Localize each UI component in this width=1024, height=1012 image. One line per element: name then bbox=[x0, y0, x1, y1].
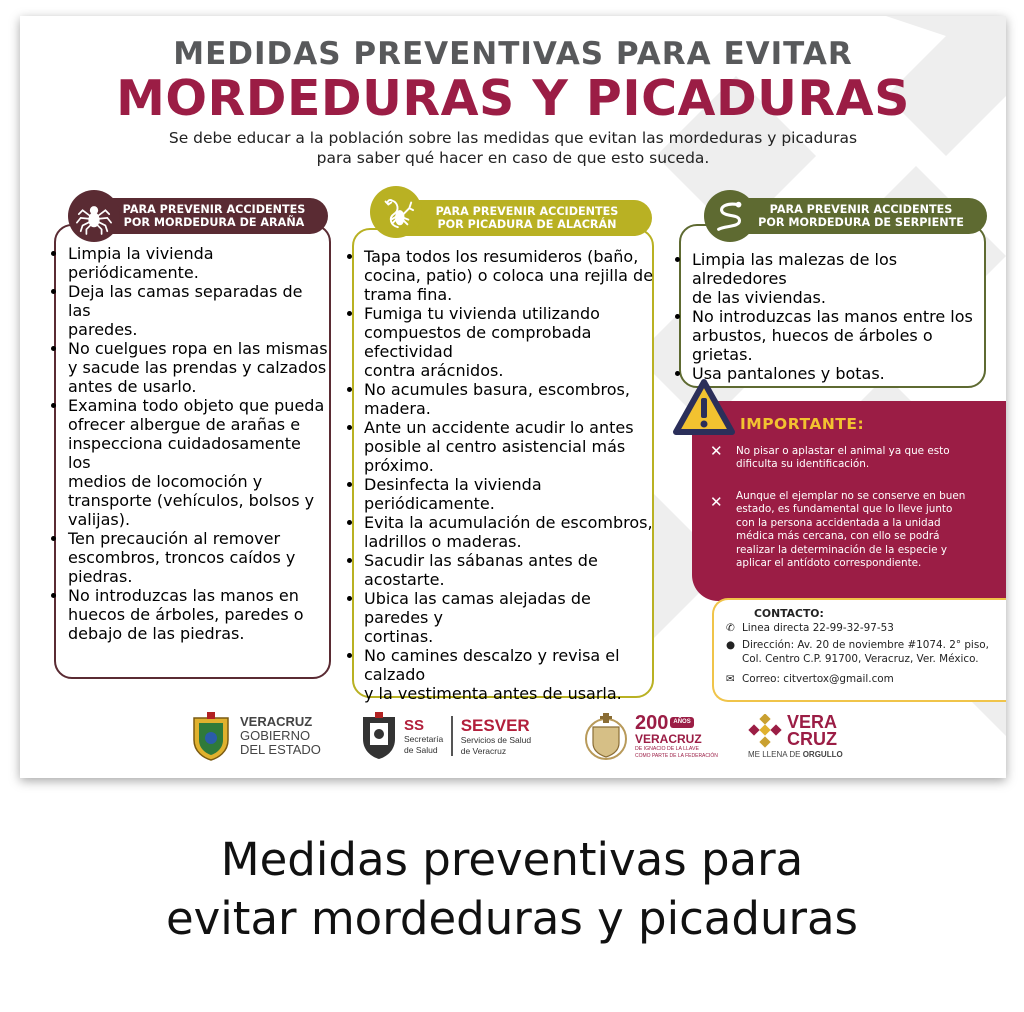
ss-sub2: de Salud bbox=[404, 744, 438, 755]
scorpion-item-line: • No acumules basura, escombros, bbox=[364, 380, 630, 399]
contact-address-line2: Col. Centro C.P. 91700, Veracruz, Ver. México. bbox=[742, 653, 979, 665]
snake-item-line: • Usa pantalones y botas. bbox=[692, 364, 885, 383]
vera-text: VERA bbox=[787, 711, 838, 732]
importante-item-line: dificulta su identificación. bbox=[736, 458, 870, 471]
importante-item-line: No pisar o aplastar el animal ya que esto bbox=[736, 445, 950, 457]
spider-item bbox=[68, 339, 328, 396]
snake-items bbox=[692, 250, 982, 383]
spider-item-line: transporte (vehículos, bolsos y bbox=[68, 491, 315, 510]
scorpion-item-line: • Ante un accidente acudir lo antes bbox=[364, 418, 634, 437]
title-line2: MORDEDURAS Y PICADURAS bbox=[116, 70, 910, 127]
spider-item-line: • Limpia la vivienda periódicamente. bbox=[68, 244, 214, 282]
snake-item bbox=[692, 307, 982, 364]
spider-item-line: valijas). bbox=[68, 510, 131, 529]
scorpion-header bbox=[402, 200, 652, 236]
scorpion-item bbox=[364, 551, 654, 589]
spider-header-line2: POR MORDEDURA DE ARAÑA bbox=[123, 216, 305, 229]
anos-sub1: DE IGNACIO DE LA LLAVE bbox=[635, 745, 699, 752]
snake-header bbox=[735, 198, 987, 234]
gobierno-line1: VERACRUZ bbox=[240, 714, 313, 729]
spider-items bbox=[68, 244, 328, 643]
importante-item-line: realizar la determinación de la especie y bbox=[736, 543, 947, 556]
spider-item-line: inspecciona cuidadosamente los bbox=[68, 434, 301, 472]
subtitle bbox=[110, 128, 916, 168]
veracruz-pattern-icon bbox=[748, 714, 782, 748]
scorpion-list bbox=[364, 247, 654, 703]
importante-item-line: Aunque el ejemplar no se conserve en buen bbox=[736, 490, 966, 502]
title-line1: MEDIDAS PREVENTIVAS PARA EVITAR bbox=[173, 36, 853, 72]
spider-item-line: y sacude las prendas y calzados bbox=[68, 358, 327, 377]
scorpion-items bbox=[364, 247, 654, 703]
logo-ss-sesver bbox=[360, 706, 531, 766]
importante-item-line: aplicar el antídoto correspondiente. bbox=[736, 557, 922, 570]
anos-name: VERACRUZ bbox=[635, 731, 702, 746]
scorpion-item bbox=[364, 646, 654, 703]
snake-item-line: de las viviendas. bbox=[692, 288, 826, 307]
x-icon: ✕ bbox=[710, 493, 723, 511]
x-icon: ✕ bbox=[710, 442, 723, 460]
importante-item bbox=[710, 490, 990, 570]
spider-item-line: piedras. bbox=[68, 567, 133, 586]
mail-icon: ✉ bbox=[726, 673, 735, 685]
scorpion-item-line: • Ubica las camas alejadas de paredes y bbox=[364, 589, 591, 627]
scorpion-item-line: posible al centro asistencial más bbox=[364, 437, 626, 456]
scorpion-item bbox=[364, 380, 654, 418]
location-pin-icon: ● bbox=[726, 639, 736, 651]
veracruz-shield-icon bbox=[190, 710, 232, 762]
spider-item-line: medios de locomoción y bbox=[68, 472, 263, 491]
anos-number: 200 bbox=[635, 711, 669, 734]
snake-header-line1: PARA PREVENIR ACCIDENTES bbox=[769, 203, 953, 216]
importante-item-text bbox=[736, 445, 990, 472]
gobierno-line3: DEL ESTADO bbox=[240, 742, 321, 757]
scorpion-item-line: próximo. bbox=[364, 456, 434, 475]
scorpion-item-line: • Sacudir las sábanas antes de acostarte. bbox=[364, 551, 598, 589]
contact-address bbox=[726, 638, 989, 666]
spider-item-line: • No introduzcas las manos en bbox=[68, 586, 299, 605]
scorpion-item-line: ladrillos o maderas. bbox=[364, 532, 522, 551]
caption bbox=[0, 830, 1024, 948]
orgullo-tagline bbox=[748, 750, 843, 759]
logo-divider bbox=[451, 716, 453, 756]
spider-item-line: paredes. bbox=[68, 320, 138, 339]
scorpion-item-line: compuestos de comprobada efectividad bbox=[364, 323, 592, 361]
snake-list bbox=[692, 250, 982, 383]
contact-panel bbox=[712, 598, 1006, 702]
spider-item-line: • Examina todo objeto que pueda bbox=[68, 396, 325, 415]
snake-item bbox=[692, 250, 982, 307]
spider-item-line: • Ten precaución al remover bbox=[68, 529, 281, 548]
scorpion-item bbox=[364, 513, 654, 551]
veracruz-crest-icon bbox=[583, 709, 629, 763]
spider-item bbox=[68, 244, 328, 282]
spider-item bbox=[68, 586, 328, 643]
importante-item-text bbox=[736, 490, 990, 570]
snake-icon bbox=[704, 190, 756, 242]
scorpion-item bbox=[364, 418, 654, 475]
spider-item-line: ofrecer albergue de arañas e bbox=[68, 415, 301, 434]
scorpion-item-line: • Desinfecta la vivienda periódicamente. bbox=[364, 475, 542, 513]
contact-phone bbox=[726, 621, 894, 635]
importante-panel bbox=[692, 401, 1006, 601]
ss-sub1: Secretaría bbox=[404, 733, 444, 744]
spider-item-line: antes de usarlo. bbox=[68, 377, 197, 396]
scorpion-item-line: cocina, patio) o coloca una rejilla de bbox=[364, 266, 654, 285]
orgullo-tag-b: ORGULLO bbox=[802, 749, 843, 759]
mexico-seal-icon bbox=[360, 711, 398, 761]
ss-text: SS bbox=[404, 716, 425, 734]
spider-item bbox=[68, 396, 328, 529]
scorpion-item-line: trama fina. bbox=[364, 285, 453, 304]
logo-veracruz-orgullo bbox=[748, 706, 843, 766]
spider-item bbox=[68, 282, 328, 339]
snake-item-line: • Limpia las malezas de los alrededores bbox=[692, 250, 898, 288]
orgullo-tag-a: ME LLENA DE bbox=[748, 749, 803, 759]
warning-icon bbox=[672, 378, 736, 438]
contact-phone-text: Linea directa 22-99-32-97-53 bbox=[742, 622, 894, 634]
scorpion-icon bbox=[370, 186, 422, 238]
anos-word: AÑOS bbox=[670, 717, 693, 728]
importante-title: IMPORTANTE: bbox=[740, 415, 865, 433]
scorpion-item-line: y la vestimenta antes de usarla. bbox=[364, 684, 622, 703]
spider-list bbox=[68, 244, 328, 643]
gobierno-line2: GOBIERNO bbox=[240, 728, 311, 743]
caption-line2: evitar mordeduras y picaduras bbox=[165, 892, 858, 945]
spider-header bbox=[100, 198, 328, 234]
scorpion-item-line: • Tapa todos los resumideros (baño, bbox=[364, 247, 639, 266]
contact-title: CONTACTO: bbox=[754, 607, 824, 620]
scorpion-item-line: • No camines descalzo y revisa el calzado bbox=[364, 646, 620, 684]
scorpion-header-line2: POR PICADURA DE ALACRÁN bbox=[437, 218, 617, 231]
spider-item-line: debajo de las piedras. bbox=[68, 624, 245, 643]
spider-item-line: huecos de árboles, paredes o bbox=[68, 605, 304, 624]
phone-icon: ✆ bbox=[726, 622, 735, 634]
subtitle-line2: para saber qué hacer en caso de que esto suceda. bbox=[316, 149, 710, 167]
snake-item-line: • No introduzcas las manos entre los bbox=[692, 307, 973, 326]
spider-item-line: • Deja las camas separadas de las bbox=[68, 282, 303, 320]
sesver-sub1: Servicios de Salud bbox=[460, 734, 532, 745]
logo-gobierno-veracruz bbox=[190, 706, 321, 766]
contact-email-text: Correo: citvertox@gmail.com bbox=[742, 673, 894, 685]
sesver-sub2: de Veracruz bbox=[460, 745, 507, 756]
scorpion-header-line1: PARA PREVENIR ACCIDENTES bbox=[435, 205, 619, 218]
contact-email bbox=[726, 672, 894, 686]
scorpion-item bbox=[364, 475, 654, 513]
poster bbox=[20, 16, 1006, 778]
anos-sub2: COMO PARTE DE LA FEDERACIÓN bbox=[635, 752, 718, 759]
spider-item-line: • No cuelgues ropa en las mismas bbox=[68, 339, 328, 358]
spider-item-line: escombros, troncos caídos y bbox=[68, 548, 296, 567]
contact-address-line1: Dirección: Av. 20 de noviembre #1074. 2° piso, bbox=[742, 639, 989, 651]
importante-item-line: estado, es fundamental que lo lleve junto bbox=[736, 503, 953, 516]
snake-item-line: arbustos, huecos de árboles o grietas. bbox=[692, 326, 933, 364]
importante-item-line: médica más cercana, con ello se podrá bbox=[736, 530, 940, 543]
cruz-text: CRUZ bbox=[787, 728, 837, 749]
caption-line1: Medidas preventivas para bbox=[220, 833, 804, 886]
subtitle-line1: Se debe educar a la población sobre las medidas que evitan las mordeduras y picaduras bbox=[168, 129, 858, 147]
scorpion-item-line: • Fumiga tu vivienda utilizando bbox=[364, 304, 600, 323]
scorpion-item-line: cortinas. bbox=[364, 627, 434, 646]
importante-item-line: con la persona accidentada a la unidad bbox=[736, 516, 941, 529]
snake-header-line2: POR MORDEDURA DE SERPIENTE bbox=[758, 216, 964, 229]
importante-item bbox=[710, 442, 990, 472]
spider-header-line1: PARA PREVENIR ACCIDENTES bbox=[122, 203, 306, 216]
spider-item bbox=[68, 529, 328, 586]
scorpion-item bbox=[364, 304, 654, 380]
scorpion-item bbox=[364, 589, 654, 646]
scorpion-item-line: madera. bbox=[364, 399, 431, 418]
sesver-text: SESVER bbox=[460, 715, 530, 735]
scorpion-item bbox=[364, 247, 654, 304]
scorpion-item-line: contra arácnidos. bbox=[364, 361, 504, 380]
scorpion-item-line: • Evita la acumulación de escombros, bbox=[364, 513, 653, 532]
logo-200-anos bbox=[583, 706, 718, 766]
spider-icon bbox=[68, 190, 120, 242]
